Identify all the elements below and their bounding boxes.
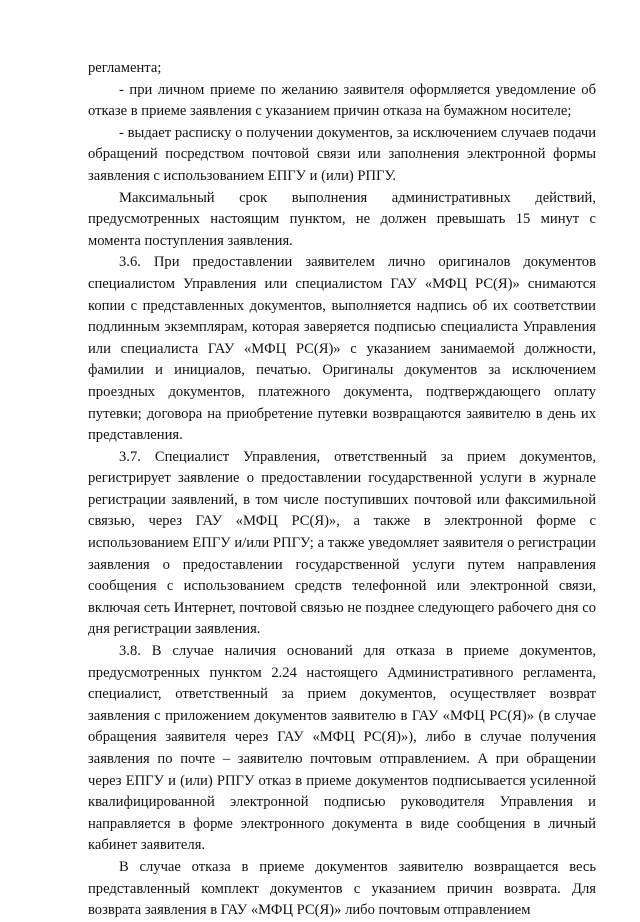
paragraph-3-6: 3.6. При предоставлении заявителем лично оригиналов документов специалистом Управления или специалистом ГАУ «МФЦ РС(Я)» снимаются копии с представленных документов, выполняется надпись об их соответствии подлинным экземплярам, которая заверяется подписью специалиста Управления или специалиста ГАУ «МФЦ РС(Я)» с указанием занимаемой должности, фамилии и инициалов, печатью. Оригиналы документов за исключением проездных документов, платежного документа, подтверждающего оплату путевки; договора на приобретение путевки возвращаются заявителю в день их представления. (88, 254, 596, 444)
document-page (88, 58, 596, 922)
paragraph-3-7: 3.7. Специалист Управления, ответственный за прием документов, регистрирует заявление о предоставлении государственной услуги в журнале регистрации заявлений, в том числе поступивших почтовой или факсимильной связью, через ГАУ «МФЦ РС(Я)», а также в электронной форме с использованием ЕПГУ и/или РПГУ; а также уведомляет заявителя о регистрации заявления о предоставлении государственной услуги путем направления сообщения с использованием средств телефонной или электронной связи, включая сеть Интернет, почтовой связью не позднее следующего рабочего дня со дня регистрации заявления. (88, 448, 596, 638)
paragraph-3-8: 3.8. В случае наличия оснований для отказа в приеме документов, предусмотренных пунктом 2.24 настоящего Административного регламента, специалист, ответственный за прием документов, осуществляет возврат заявления с приложением документов заявителю в ГАУ «МФЦ РС(Я)» (в случае обращения заявителя через ГАУ «МФЦ РС(Я)»), либо в случае получения заявления по почте – заявителю почтовым отправлением. А при обращении через ЕПГУ и (или) РПГУ отказ в приеме документов подписывается усиленной квалифицированной электронной подписью руководителя Управления и направляется в форме электронного документа в виде сообщения в личный кабинет заявителя. (88, 643, 596, 854)
paragraph-reglament-end: регламента; (88, 60, 162, 76)
paragraph-return: В случае отказа в приеме документов заявителю возвращается весь представленный комплект документов с указанием причин возврата. Для возврата заявления в ГАУ «МФЦ РС(Я)» либо почтовым отправлением (88, 858, 596, 919)
paragraph-refusal-notice: - при личном приеме по желанию заявителя оформляется уведомление об отказе в приеме заявления с указанием причин отказа на бумажном носителе; (88, 81, 596, 120)
paragraph-max-time: Максимальный срок выполнения административных действий, предусмотренных настоящим пунктом, не должен превышать 15 минут с момента поступления заявления. (88, 189, 596, 249)
paragraph-receipt: - выдает расписку о получении документов, за исключением случаев подачи обращений посредством почтовой связи или заполнения электронной формы заявления с использованием ЕПГУ и (или) РПГУ. (88, 124, 596, 184)
